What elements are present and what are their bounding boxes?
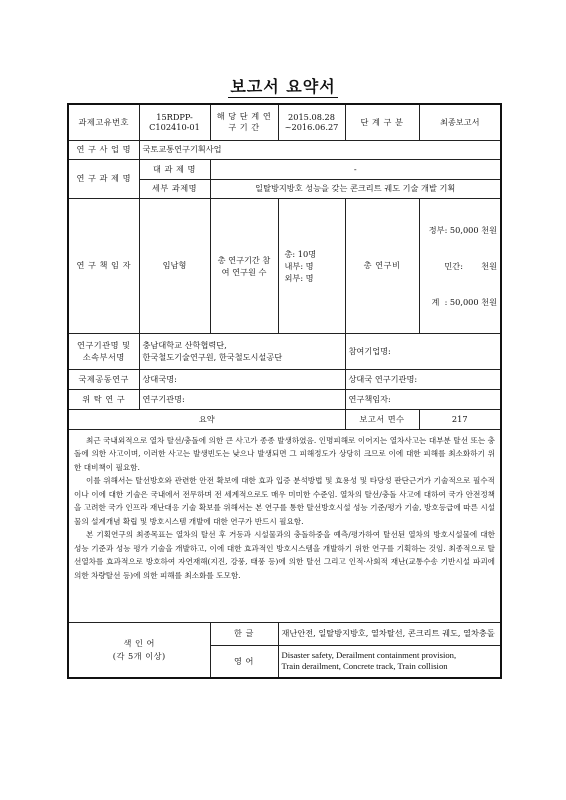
cost-label: 총 연구비 [345, 198, 419, 333]
cost-values [419, 198, 501, 333]
en-keywords-line: Disaster safety, Derailment containment provision, [281, 650, 457, 661]
table-row [68, 140, 501, 159]
keywords-label-line: (각 5개 이상) [112, 650, 166, 661]
sub-project-label: 세부 과제명 [139, 179, 210, 198]
institution-line: 충남대학교 산학협력단, [142, 340, 227, 350]
consign-lead: 연구책임자: [345, 389, 501, 409]
table-row [68, 622, 501, 645]
report-summary-table [67, 103, 502, 679]
private-cost: 민간: 천원 [444, 260, 497, 271]
task-no-value: 15RDPP-C102410-01 [139, 104, 210, 140]
table-row [68, 369, 501, 389]
table-row [68, 159, 501, 179]
table-row [68, 409, 501, 429]
keywords-label [68, 622, 210, 678]
summary-body [68, 429, 501, 622]
total-researchers-label: 총 연구기간 참 여 연구원 수 [210, 198, 278, 333]
table-row [68, 104, 501, 140]
consign-label: 위 탁 연 구 [68, 389, 139, 409]
en-keywords-value [278, 645, 501, 678]
summary-paragraph: 본 기획연구의 최종목표는 열차의 탈선 후 거동과 시설물과의 충돌하중을 예측/평가하여 탈선된 열차의 방호시설물에 대한 성능 기준과 성능 평가 기술을 개발하고, 이에 대한 효과적인 방호시스템을 개발하기 위한 연구를 기획하는 것임. 최종적으로 탈선열차를 효과적으로 방호하여 자연재해(지진, 강풍, 태풍 등)에 의한 탈선 그리고 인적·사회적 재난(교통수송 기반시설 파괴에 의한 차량탈선 등)에 의한 피해를 최소화를 도모함. [74, 530, 495, 580]
intl-partner: 상대국명: [139, 369, 345, 389]
internal-count: 내부: 명 [284, 260, 314, 271]
program-value: 국토교통연구기획사업 [139, 140, 501, 159]
keywords-label-line: 색 인 어 [123, 637, 155, 648]
ko-keywords-label: 한 글 [210, 622, 278, 645]
stage-value: 최종보고서 [419, 104, 501, 140]
summary-paragraph: 이를 위해서는 탈선방호와 관련한 안전 확보에 대한 효과 입증 분석방법 및 효용성 및 타당성 판단근거가 기술적으로 필수적이나 이에 대한 기술은 국내에서 전무하며 전 세계적으로도 매우 미미한 수준임. 열차의 탈선/충돌 사고에 대하여 국가 안전정책을 고려한 국가 인프라 재난대응 기술 확보를 위해서는 본 연구를 통한 탈선방호시설 성능 기준/평가 기술, 방호등급에 따른 시설물의 설계개념 확립 및 방호시스템 개발에 대한 연구가 반드시 필요함. [74, 476, 495, 526]
en-keywords-line: Train derailment, Concrete track, Train collision [281, 661, 448, 672]
major-project-label: 대 과 제 명 [139, 159, 210, 179]
major-project-value: - [210, 159, 501, 179]
ko-keywords-value: 재난안전, 일탈방지방호, 열차탈선, 콘크리트 궤도, 열차충돌 [278, 622, 501, 645]
consign-inst: 연구기관명: [139, 389, 345, 409]
sub-project-value: 일탈방지방호 성능을 갖는 콘크리트 궤도 기술 개발 기획 [210, 179, 501, 198]
institution-line: 한국철도기술연구원, 한국철도시설공단 [142, 352, 283, 362]
period-value: 2015.08.28 ~2016.06.27 [278, 104, 345, 140]
intl-label: 국제공동연구 [68, 369, 139, 389]
researcher-counts [278, 198, 345, 333]
program-label: 연 구 사 업 명 [68, 140, 139, 159]
external-count: 외부: 명 [284, 272, 314, 283]
table-row [68, 389, 501, 409]
table-row [68, 333, 501, 369]
period-label: 해 당 단 계 연 구 기 간 [210, 104, 278, 140]
researcher-name: 임남형 [139, 198, 210, 333]
task-no-label: 과제고유번호 [68, 104, 139, 140]
summary-label: 요약 [68, 409, 345, 429]
institutions-label: 연구기관명 및 소속부서명 [68, 333, 139, 369]
en-keywords-label: 영 어 [210, 645, 278, 678]
page-title: 보고서 요약서 [230, 77, 336, 96]
table-row [68, 429, 501, 622]
intl-partner-inst: 상대국 연구기관명: [345, 369, 501, 389]
total-count: 총: 10명 [284, 248, 317, 259]
gov-cost: 정부: 50,000 천원 [428, 224, 497, 235]
pages-value: 217 [419, 409, 501, 429]
summary-paragraph: 최근 국내외적으로 열차 탈선/충돌에 의한 큰 사고가 종종 발생하였음. 인명피해로 이어지는 열차사고는 대부분 탈선 또는 충돌에 의한 사고이며, 이러한 사고는 발생빈도는 낮으나 발생되면 그 피해정도가 상당히 크므로 이에 대한 피해를 최소화하기 위한 대비책이 필요함. [74, 435, 495, 472]
project-label: 연 구 과 제 명 [68, 159, 139, 198]
stage-label: 단 계 구 분 [345, 104, 419, 140]
institutions-value [139, 333, 345, 369]
participant-label: 참여기업명: [345, 333, 501, 369]
sum-cost: 계 : 50,000 천원 [431, 296, 497, 307]
table-row [68, 198, 501, 333]
pages-label: 보고서 면수 [345, 409, 419, 429]
researcher-label: 연 구 책 임 자 [68, 198, 139, 333]
